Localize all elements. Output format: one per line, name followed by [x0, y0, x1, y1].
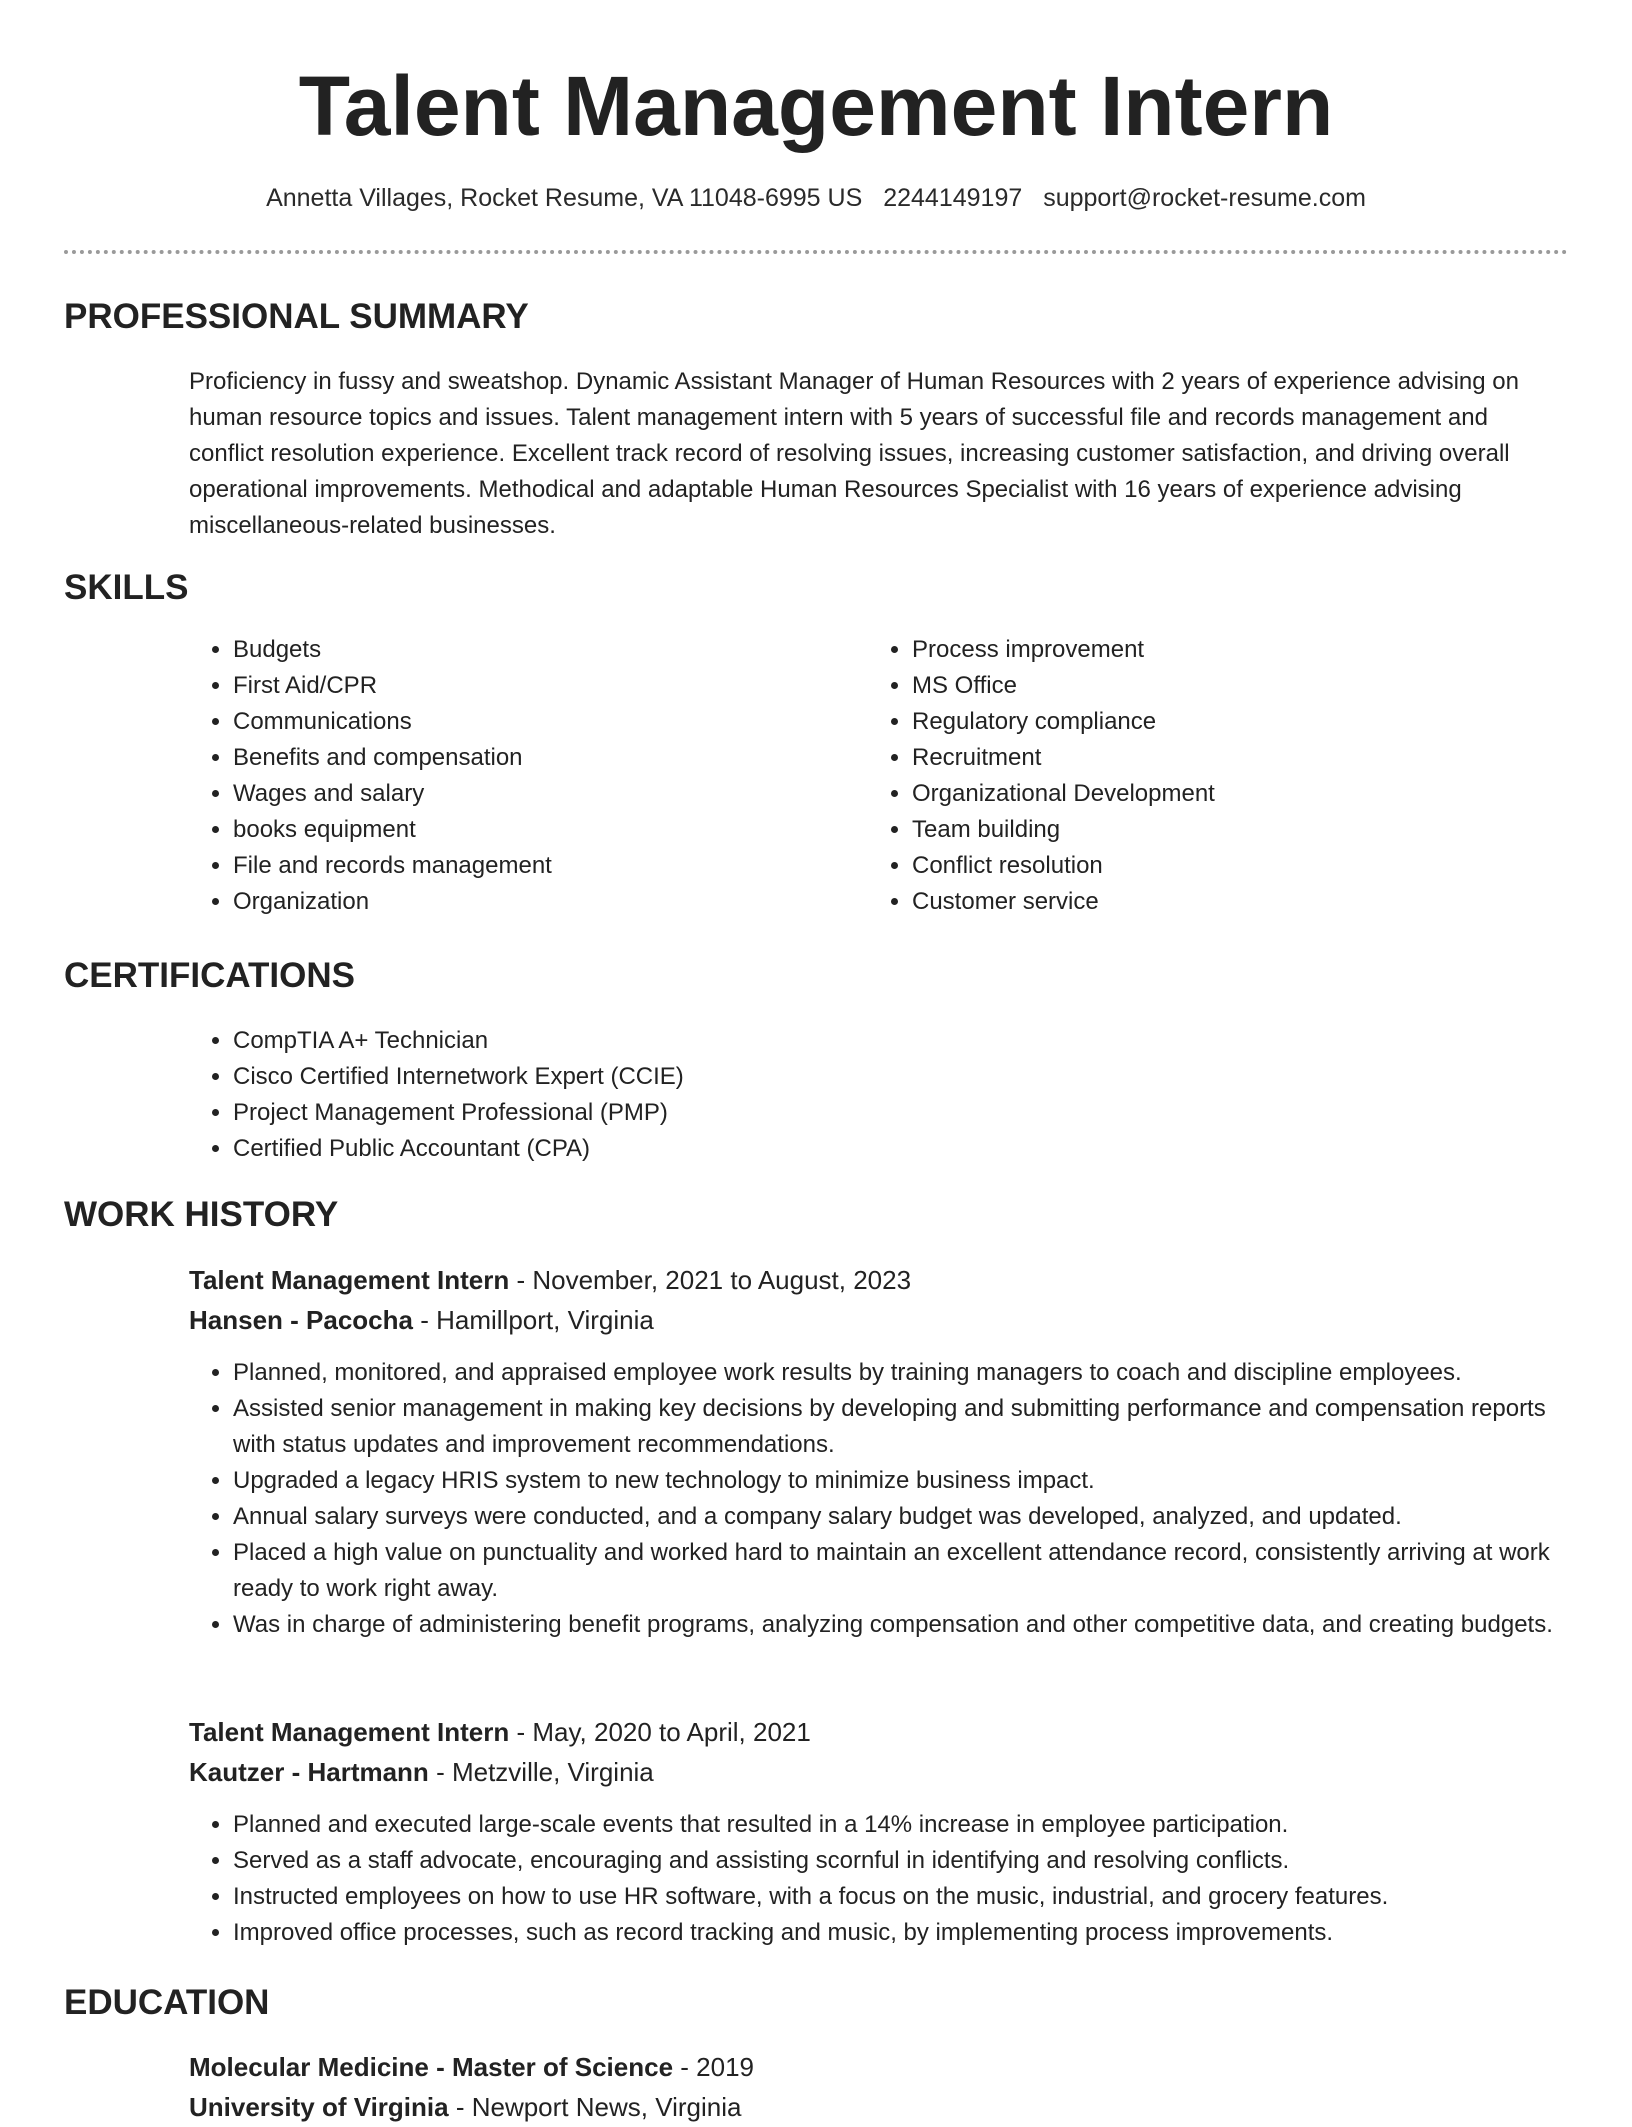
job-bullet: • Was in charge of administering benefit programs, analyzing compensation and other competitive data, and creating budgets.: [233, 1607, 1573, 1643]
certification-item: • Project Management Professional (PMP): [233, 1095, 1233, 1131]
job-1-dates: - November, 2021 to August, 2023: [516, 1265, 912, 1295]
skill-item: • First Aid/CPR: [233, 668, 833, 704]
job-bullet: • Assisted senior management in making key decisions by developing and submitting performance and compensation reports with status updates and improvement recommendations.: [233, 1391, 1573, 1463]
skill-item: • Conflict resolution: [912, 848, 1512, 884]
education-degree: Molecular Medicine - Master of Science: [189, 2052, 674, 2082]
job-1-company: Hansen - Pacocha: [189, 1305, 413, 1335]
skill-item: • File and records management: [233, 848, 833, 884]
job-bullet: • Upgraded a legacy HRIS system to new technology to minimize business impact.: [233, 1463, 1573, 1499]
skill-item: • Recruitment: [912, 740, 1512, 776]
job-2-company: Kautzer - Hartmann: [189, 1757, 429, 1787]
skill-item: • Wages and salary: [233, 776, 833, 812]
contact-line: [0, 180, 1632, 216]
job-1-title-line: [189, 1260, 911, 1300]
job-2-title-line: [189, 1712, 811, 1752]
certification-item: • Cisco Certified Internetwork Expert (CCIE): [233, 1059, 1233, 1095]
job-bullet: • Served as a staff advocate, encouraging and assisting scornful in identifying and resolving conflicts.: [233, 1843, 1573, 1879]
skill-item: • Benefits and compensation: [233, 740, 833, 776]
skill-item: • Process improvement: [912, 632, 1512, 668]
job-2-dates: - May, 2020 to April, 2021: [516, 1717, 811, 1747]
contact-address: Annetta Villages, Rocket Resume, VA 11048-6995 US: [266, 184, 863, 212]
education-degree-line: [189, 2047, 754, 2087]
job-2-title: Talent Management Intern: [189, 1717, 510, 1747]
skill-item: • Team building: [912, 812, 1512, 848]
skill-item: • Regulatory compliance: [912, 704, 1512, 740]
skill-item: • Customer service: [912, 884, 1512, 920]
certifications-list: [189, 1023, 1233, 1167]
skills-list-right: [868, 632, 1512, 920]
job-bullet: • Placed a high value on punctuality and worked hard to maintain an excellent attendance record, consistently arriving at work ready to work right away.: [233, 1535, 1573, 1607]
skills-heading: SKILLS: [64, 568, 189, 607]
summary-heading: PROFESSIONAL SUMMARY: [64, 297, 529, 336]
skill-item: • Organization: [233, 884, 833, 920]
resume-title: Talent Management Intern: [298, 59, 1334, 153]
skill-item: • MS Office: [912, 668, 1512, 704]
skills-list-left: [189, 632, 833, 920]
job-1-title: Talent Management Intern: [189, 1265, 510, 1295]
skill-item: • Communications: [233, 704, 833, 740]
skill-item: • books equipment: [233, 812, 833, 848]
skill-item: • Organizational Development: [912, 776, 1512, 812]
job-1-bullets: [189, 1355, 1573, 1643]
job-bullet: • Planned and executed large-scale events that resulted in a 14% increase in employee participation.: [233, 1807, 1573, 1843]
skill-item: • Budgets: [233, 632, 833, 668]
certification-item: • CompTIA A+ Technician: [233, 1023, 1233, 1059]
job-2-location: - Metzville, Virginia: [436, 1757, 654, 1787]
job-bullet: • Annual salary surveys were conducted, and a company salary budget was developed, analyzed, and updated.: [233, 1499, 1573, 1535]
education-year: - 2019: [680, 2052, 755, 2082]
education-school-line: [189, 2087, 741, 2127]
job-2-company-line: [189, 1752, 654, 1792]
header-divider: [64, 250, 1568, 254]
certifications-heading: CERTIFICATIONS: [64, 956, 356, 995]
job-bullet: • Improved office processes, such as record tracking and music, by implementing process improvements.: [233, 1915, 1573, 1951]
work-history-heading: WORK HISTORY: [64, 1195, 339, 1234]
job-1-location: - Hamillport, Virginia: [420, 1305, 654, 1335]
job-bullet: • Instructed employees on how to use HR software, with a focus on the music, industrial, and grocery features.: [233, 1879, 1573, 1915]
contact-email[interactable]: support@rocket-resume.com: [1043, 184, 1366, 212]
education-school: University of Virginia: [189, 2092, 449, 2122]
job-bullet: • Planned, monitored, and appraised employee work results by training managers to coach and discipline employees.: [233, 1355, 1573, 1391]
job-1-company-line: [189, 1300, 654, 1340]
education-heading: EDUCATION: [64, 1983, 270, 2022]
job-2-bullets: [189, 1807, 1573, 1951]
summary-text: Proficiency in fussy and sweatshop. Dynamic Assistant Manager of Human Resources with 2 years of experience advising on human resource topics and issues. Talent management intern with 5 years of successful file and records management and conflict resolution experience. Excellent track record of resolving issues, increasing customer satisfaction, and driving overall operational improvements. Methodical and adaptable Human Resources Specialist with 16 years of experience advising miscellaneous-related businesses.: [189, 368, 1519, 539]
contact-phone: 2244149197: [883, 184, 1023, 212]
education-location: - Newport News, Virginia: [455, 2092, 742, 2122]
certification-item: • Certified Public Accountant (CPA): [233, 1131, 1233, 1167]
